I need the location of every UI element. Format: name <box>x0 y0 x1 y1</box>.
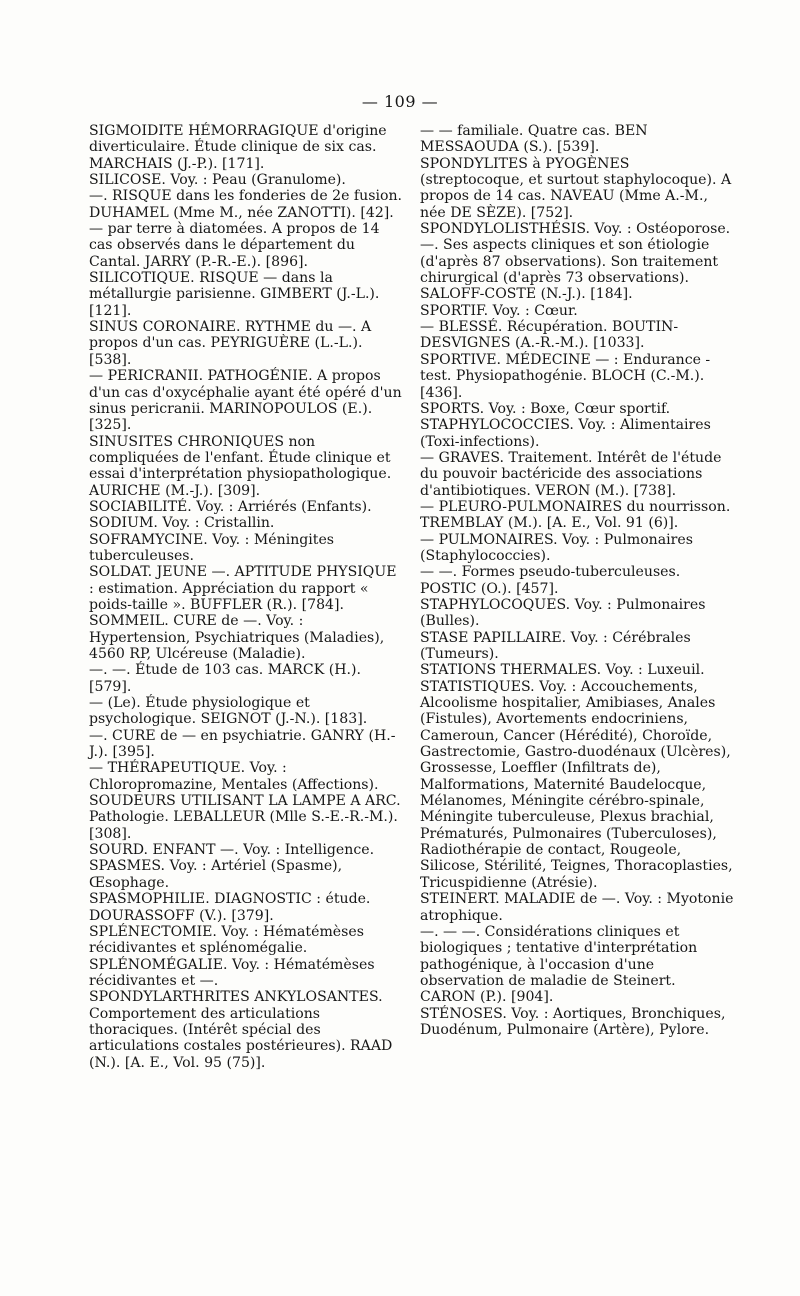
index-entry: STATISTIQUES. Voy. : Accouchements, Alcoolisme hospitalier, Amibiases, Anales (Fistules), Avortements endocriniens, Cameroun, Cancer (Hérédité), Choroïde, Gastrectomie, Gastro-duodénaux (Ulcères), Grossesse, Loeffler (Infiltrats de), Malformations, Maternité Baudelocque, Mélanomes, Méningite cérébro-spinale, Méningite tuberculeuse, Plexus brachial, Prématurés, Pulmonaires (Tuberculoses), Radiothérapie de contact, Rougeole, Silicose, Stérilité, Teignes, Thoracoplasties, Tricuspidienne (Atrésie). <box>420 678 733 891</box>
index-entry: SPLÉNECTOMIE. Voy. : Hématémèses récidivantes et splénomégalie. <box>89 923 364 957</box>
index-entry: SOFRAMYCINE. Voy. : Méningites tuberculeuses. <box>89 531 335 564</box>
index-entry: SOUDEURS UTILISANT LA LAMPE A ARC. Pathologie. LEBALLEUR (Mlle S.-E.-R.-M.). [308]. <box>89 793 401 842</box>
index-entry: SPORTIVE. MÉDECINE — : Endurance - test. Physiopathogénie. BLOCH (C.-M.). [436]. <box>420 351 711 401</box>
right-column <box>420 123 735 1038</box>
index-entry: — PERICRANII. PATHOGÉNIE. A propos d'un cas d'oxycéphalie ayant été opéré d'un sinus pericranii. MARINOPOULOS (E.). [325]. <box>89 368 402 434</box>
left-column <box>89 123 404 1071</box>
index-entry: SILICOSE. Voy. : Peau (Granulome). <box>89 172 346 189</box>
index-entry: STÉNOSES. Voy. : Aortiques, Bronchiques, Duodénum, Pulmonaire (Artère), Pylore. <box>420 1005 726 1038</box>
index-entry: SPASMOPHILIE. DIAGNOSTIC : étude. DOURASSOFF (V.). [379]. <box>89 891 371 924</box>
index-entry: SPASMES. Voy. : Artériel (Spasme), Œsophage. <box>89 858 343 891</box>
index-entry: STAPHYLOCOQUES. Voy. : Pulmonaires (Bulles). <box>420 596 706 630</box>
index-entry: —. —. Étude de 103 cas. MARCK (H.). [579]. <box>89 662 361 695</box>
index-entry: SOURD. ENFANT —. Voy. : Intelligence. <box>89 842 375 859</box>
index-entry: SOLDAT. JEUNE —. APTITUDE PHYSIQUE : estimation. Appréciation du rapport « poids-taille ». BUFFLER (R.). [784]. <box>89 564 397 613</box>
index-entry: — (Le). Étude physiologique et psychologique. SEIGNOT (J.-N.). [183]. <box>89 695 368 728</box>
index-entry: SPONDYLITES à PYOGÈNES (streptocoque, et surtout staphylocoque). A propos de 14 cas. NAVEAU (Mme A.-M., née DE SÈZE). [752]. <box>420 155 732 221</box>
index-entry: SOMMEIL. CURE de —. Voy. : Hypertension, Psychiatriques (Maladies), 4560 RP, Ulcéreuse (Maladie). <box>89 613 385 662</box>
index-entry: SINUSITES CHRONIQUES non compliquées de l'enfant. Étude clinique et essai d'interprétation physiopathologique. AURICHE (M.-J.). [309]. <box>89 433 392 499</box>
index-entry: SODIUM. Voy. : Cristallin. <box>89 515 275 532</box>
index-entry: —. — —. Considérations cliniques et biologiques ; tentative d'interprétation pathogénique, à l'occasion d'une observation de maladie de Steinert. CARON (P.). [904]. <box>420 923 698 1006</box>
index-entry: —. CURE de — en psychiatrie. GANRY (H.-J.). [395]. <box>89 727 396 761</box>
index-entry: SPONDYLARTHRITES ANKYLOSANTES. Comportement des articulations thoraciques. (Intérêt spécial des articulations costales postérieures). RAAD (N.). [A. E., Vol. 95 (75)]. <box>89 989 393 1071</box>
index-entry: STATIONS THERMALES. Voy. : Luxeuil. <box>420 662 705 679</box>
index-entry: SIGMOIDITE HÉMORRAGIQUE d'origine diverticulaire. Étude clinique de six cas. MARCHAIS (J.-P.). [171]. <box>89 123 387 172</box>
index-entry: SPLÉNOMÉGALIE. Voy. : Hématémèses récidivantes et —. <box>89 956 375 989</box>
index-entry: SILICOTIQUE. RISQUE — dans la métallurgie parisienne. GIMBERT (J.-L.). [121]. <box>89 270 380 319</box>
page-number: — 109 — <box>361 92 439 111</box>
index-entry: —. RISQUE dans les fonderies de 2e fusion. DUHAMEL (Mme M., née ZANOTTI). [42]. <box>89 188 403 221</box>
index-entry: — par terre à diatomées. A propos de 14 cas observés dans le département du Cantal. JARRY (P.-R.-E.). [896]. <box>89 221 380 270</box>
index-entry: — THÉRAPEUTIQUE. Voy. : Chloropromazine, Mentales (Affections). <box>89 760 379 793</box>
index-entry: STEINERT. MALADIE de —. Voy. : Myotonie atrophique. <box>420 891 734 924</box>
index-entry: SPORTS. Voy. : Boxe, Cœur sportif. <box>420 400 671 417</box>
index-entry: — GRAVES. Traitement. Intérêt de l'étude du pouvoir bactéricide des associations d'antibiotiques. VERON (M.). [738]. <box>420 449 722 499</box>
index-entry: — —. Formes pseudo-tuberculeuses. POSTIC (O.). [457]. <box>420 564 681 597</box>
index-entry: — BLESSÉ. Récupération. BOUTIN-DESVIGNES (A.-R.-M.). [1033]. <box>420 319 679 352</box>
index-entry: STAPHYLOCOCCIES. Voy. : Alimentaires (Toxi-infections). <box>420 417 711 450</box>
index-entry: SINUS CORONAIRE. RYTHME du —. A propos d'un cas. PEYRIGUÈRE (L.-L.). [538]. <box>89 319 372 368</box>
index-entry: — — familiale. Quatre cas. BEN MESSAOUDA (S.). [539]. <box>420 123 648 156</box>
index-entry: STASE PAPILLAIRE. Voy. : Cérébrales (Tumeurs). <box>420 629 691 662</box>
index-entry: SPONDYLOLISTHÉSIS. Voy. : Ostéoporose. <box>420 221 731 238</box>
index-entry: — PLEURO-PULMONAIRES du nourrisson. TREMBLAY (M.). [A. E., Vol. 91 (6)]. <box>420 498 731 532</box>
index-entry: — PULMONAIRES. Voy. : Pulmonaires (Staphylococcies). <box>420 531 693 564</box>
index-entry: SOCIABILITÉ. Voy. : Arriérés (Enfants). <box>89 498 372 515</box>
index-entry: SPORTIF. Voy. : Cœur. <box>420 302 578 319</box>
index-entry: —. Ses aspects cliniques et son étiologie (d'après 87 observations). Son traitement chirurgical (d'après 73 observations). SALOFF-COSTE (N.-J.). [184]. <box>420 237 719 303</box>
